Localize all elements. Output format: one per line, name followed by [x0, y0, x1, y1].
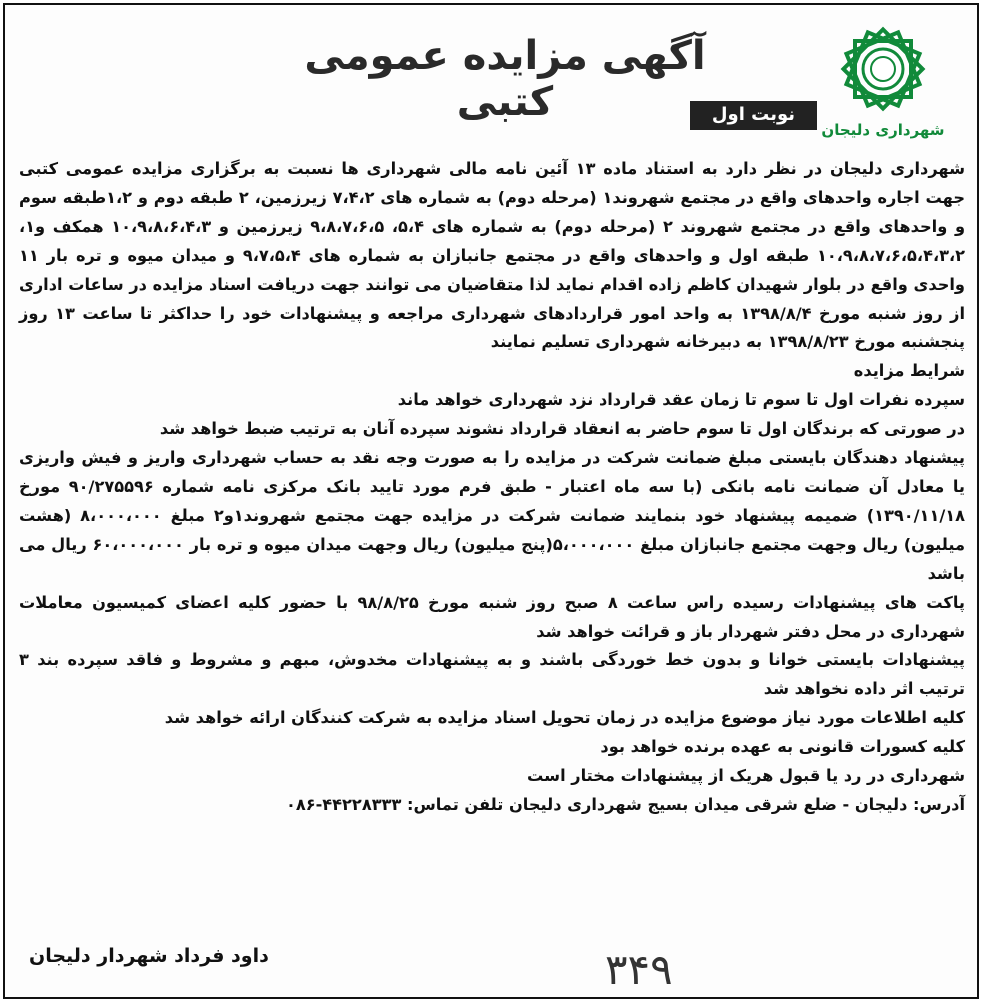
condition-deductions: کلیه کسورات قانونی به عهده برنده خواهد بود [600, 737, 965, 757]
condition-opening: پاکت های پیشنهادات رسیده راس ساعت ۸ صبح روز شنبه مورخ ۹۸/۸/۲۵ با حضور کلیه اعضای کمیسیون معاملات شهرداری در محل دفتر شهردار باز و قرائت خواهد شد [19, 592, 965, 641]
condition-information: کلیه اطلاعات مورد نیاز موضوع مزایده در زمان تحویل اسناد مزایده به شرکت کنندگان ارائه خواهد شد [164, 708, 965, 728]
first-round-badge: نوبت اول [690, 101, 817, 130]
star-logo-icon [833, 19, 933, 119]
notice-frame [3, 3, 979, 999]
notice-header [5, 5, 977, 155]
condition-guarantee: پیشنهاد دهندگان بایستی مبلغ ضمانت شرکت در مزایده را به صورت وجه نقد به حساب شهرداری واریز و فیش واریزی یا معادل آن ضمانت نامه بانکی (با سه ماه اعتبار - طبق فرم مورد تایید بانک مرکزی نامه شماره ۹۰/۲۷۵۵۹۶ مورخ ۱۳۹۰/۱۱/۱۸) ضمیمه پیشنهاد خود بنمایند ضمانت شرکت در مزایده جهت مجتمع شهروند۱و۲ مبلغ ۸،۰۰۰،۰۰۰ (هشت میلیون) ریال وجهت مجتمع جانبازان مبلغ ۵،۰۰۰،۰۰۰(پنج میلیون) ریال وجهت میدان میوه و تره بار ۶۰،۰۰۰،۰۰۰ ریال می باشد [19, 448, 965, 583]
handwritten-mark [595, 940, 715, 996]
intro-paragraph: شهرداری دلیجان در نظر دارد به استناد ماده ۱۳ آئین نامه مالی شهرداری ها نسبت به برگزاری مزایده عمومی کتبی جهت اجاره واحدهای واقع در مجتمع شهروند۱ (مرحله دوم) به شماره های ۷،۴،۲ زیرزمین، ۲ طبقه دوم و ۱،۲طبقه سوم و واحدهای واقع در مجتمع شهروند ۲ (مرحله دوم) به شماره های ۵،۴، ۹،۸،۷،۶،۵ زیرزمین و ۱۰،۹،۸،۶،۴،۳ همکف و۱، ۱۰،۹،۸،۷،۶،۵،۴،۳،۲ طبقه اول و واحدهای واقع در مجتمع جانبازان به شماره های ۹،۷،۵،۴ و میدان میوه و تره بار ۱۱ واحدی واقع در بلوار شهیدان کاظم زاده اقدام نماید لذا متقاضیان می توانند جهت دریافت اسناد مزایده در ساعات اداری از روز شنبه مورخ ۱۳۹۸/۸/۴ به واحد امور قراردادهای شهرداری مراجعه و پیشنهادات خود را حداکثر تا ساعت ۱۳ روز پنجشنبه مورخ ۱۳۹۸/۸/۲۳ به دبیرخانه شهرداری تسلیم نمایند [19, 159, 966, 352]
condition-legibility: پیشنهادات بایستی خوانا و بدون خط خوردگی باشند و به پیشنهادات مخدوش، مبهم و مشروط و فاقد سپرده بند ۳ ترتیب اثر داده نخواهد شد [19, 650, 965, 699]
address-line: آدرس: دلیجان - ضلع شرقی میدان بسیج شهرداری دلیجان تلفن تماس: ۴۴۲۲۸۳۳۳-۰۸۶ [285, 794, 965, 814]
handwritten-number: ۳۴۹ [605, 945, 673, 994]
mayor-signature: داود فرداد شهردار دلیجان [29, 945, 269, 967]
notice-body [19, 155, 965, 820]
condition-rights: شهرداری در رد یا قبول هریک از پیشنهادات مختار است [527, 766, 965, 786]
condition-deposit-forfeit: در صورتی که برندگان اول تا سوم حاضر به انعقاد قرارداد نشوند سپرده آنان به ترتیب ضبط خواهد شد [159, 419, 965, 439]
conditions-heading: شرایط مزایده [853, 361, 965, 381]
org-label: شهرداری دلیجان [821, 121, 945, 139]
condition-deposit-hold: سپرده نفرات اول تا سوم تا زمان عقد قرارداد نزد شهرداری خواهد ماند [397, 390, 965, 410]
municipality-logo [803, 19, 963, 149]
notice-title: آگهی مزایده عمومی کتبی [304, 33, 706, 125]
